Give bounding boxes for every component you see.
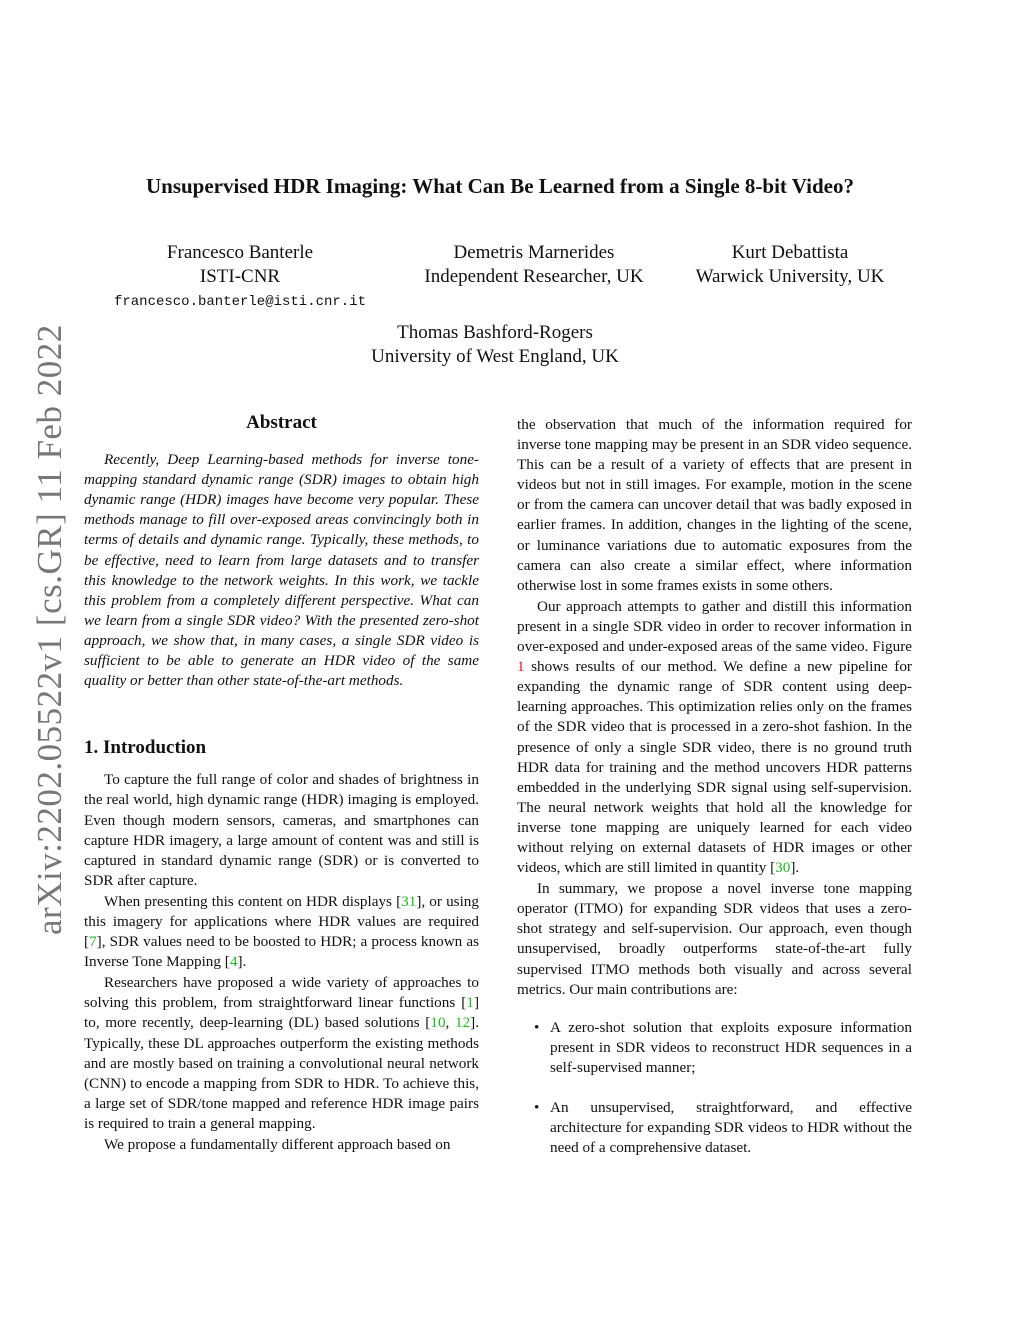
citation-link[interactable]: 10: [430, 1014, 446, 1032]
author-affiliation: ISTI-CNR: [199, 266, 281, 287]
paper-title: Unsupervised HDR Imaging: What Can Be Learned from a Single 8-bit Video?: [145, 174, 855, 198]
citation-link[interactable]: 31: [401, 892, 417, 910]
author-name: Francesco Banterle: [166, 242, 314, 263]
abstract-text: Recently, Deep Learning-based methods for inverse tone-mapping standard dynamic range (SDR) images to obtain high dynamic range (HDR) images have become very popular. These methods manage to fill over-exposed areas convincingly both in terms of details and dynamic range. Typically, these methods, to be effective, need to learn from large datasets and to transfer this knowledge to the network weights. In this work, we tackle this problem from a completely different perspective. What can we learn from a single SDR video? With the presented zero-shot approach, we show that, in many cases, a single SDR video is sufficient to be able to generate an HDR video of the same quality or better than other state-of-the-art methods.: [84, 451, 479, 690]
author-name: Demetris Marnerides: [453, 242, 615, 263]
bullet-icon: •: [534, 1018, 540, 1036]
bullet-icon: •: [534, 1099, 540, 1116]
section-heading-introduction: 1. Introduction: [84, 737, 207, 759]
citation-link[interactable]: 4: [229, 953, 238, 971]
author-block-4: [345, 321, 645, 369]
list-item: • A zero-shot solution that exploits exposure information present in SDR videos to reconstruct HDR sequences in a self-supervised manner;: [534, 1018, 912, 1076]
intro-paragraph-2: When presenting this content on HDR displays [31], or using this imagery for applications where HDR values are required [7], SDR values need to be boosted to HDR; a process known as Inverse Tone Mapping [4].: [84, 892, 479, 971]
author-email[interactable]: francesco.banterle@isti.cnr.it: [113, 294, 367, 310]
right-column: [517, 415, 912, 1178]
figure-reference-link[interactable]: 1: [517, 658, 525, 676]
intro-paragraph-7: In summary, we propose a novel inverse tone mapping operator (ITMO) for expanding SDR videos that uses a zero-shot strategy and self-supervision. Our approach, even though unsupervised, broadly outperforms state-of-the-art fully supervised ITMO methods both visually and across several metrics. Our main contributions are:: [517, 880, 912, 998]
list-item: • An unsupervised, straightforward, and effective architecture for expanding SDR videos to HDR without the need of a comprehensive dataset.: [534, 1099, 912, 1157]
citation-link[interactable]: 12: [454, 1014, 471, 1032]
author-affiliation: Warwick University, UK: [695, 266, 885, 287]
citation-link[interactable]: 7: [89, 933, 97, 951]
author-affiliation: Independent Researcher, UK: [424, 266, 644, 287]
citation-link[interactable]: 1: [466, 994, 474, 1012]
contributions-list: [517, 1018, 912, 1159]
author-name: Thomas Bashford-Rogers: [397, 322, 593, 343]
intro-paragraph-5: the observation that much of the information required for inverse tone mapping may be present in an SDR video sequence. This can be a result of a variety of effects that are present in videos but not in still images. For example, motion in the scene or from the camera can uncover detail that was badly exposed in earlier frames. In addition, changes in the lighting of the scene, or luminance variations due to automatic exposures from the camera can also create a similar effect, where information otherwise lost in some frames exists in some others.: [517, 416, 912, 594]
left-column: [84, 413, 479, 1156]
intro-paragraph-1: To capture the full range of color and shades of brightness in the real world, high dynamic range (HDR) imaging is employed. Even though modern sensors, cameras, and smartphones can capture HDR imagery, a large amount of content was and still is captured in standard dynamic range (SDR) or is converted to SDR after capture.: [84, 771, 479, 889]
author-block-2: [384, 241, 684, 289]
author-name: Kurt Debattista: [731, 242, 849, 263]
author-block-3: [680, 241, 900, 289]
intro-paragraph-3: Researchers have proposed a wide variety of approaches to solving this problem, from straightforward linear functions [1] to, more recently, deep-learning (DL) based solutions [10, 12]. Typically, these DL approaches outperform the existing methods and are mostly based on training a convolutional neural network (CNN) to encode a mapping from SDR to HDR. To achieve this, a large set of SDR/tone mapped and reference HDR image pairs is required to train a general mapping.: [84, 974, 480, 1132]
intro-paragraph-6: Our approach attempts to gather and distill this information present in a single SDR video in order to recover information in over-exposed and under-exposed areas of the same video. Figure 1 shows results of our method. We define a new pipeline for expanding the dynamic range of SDR content using deep-learning approaches. This optimization relies only on the frames of the SDR video that is processed in a zero-shot fashion. In the presence of only a single SDR video, there is no ground truth HDR data for training and the method uncovers HDR patterns embedded in the underlying SDR signal using self-supervision. The neural network weights that hold all the knowledge for inverse tone mapping are uniquely learned for each video without relying on external datasets of HDR images or other videos, which are still limited in quantity [30].: [517, 597, 912, 877]
author-affiliation: University of West England, UK: [371, 346, 619, 367]
author-block-1: [95, 241, 385, 315]
abstract-heading: Abstract: [246, 412, 317, 433]
intro-paragraph-4: We propose a fundamentally different approach based on: [104, 1136, 451, 1153]
citation-link[interactable]: 30: [775, 859, 791, 877]
arxiv-identifier: arXiv:2202.05522v1 [cs.GR] 11 Feb 2022: [30, 324, 69, 935]
